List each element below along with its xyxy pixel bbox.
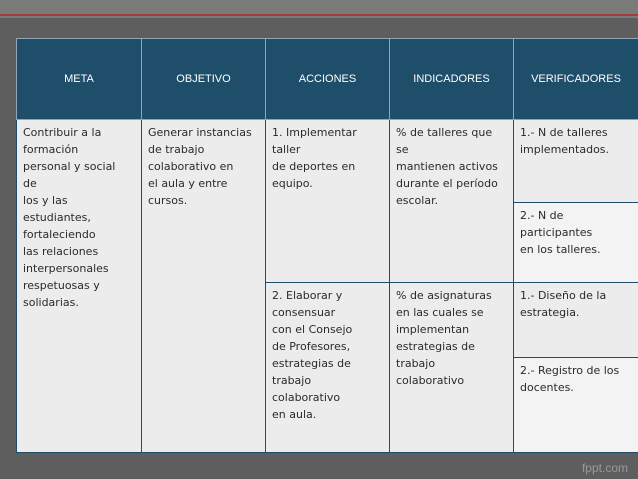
top-decoration-band <box>0 0 638 18</box>
header-indicadores: INDICADORES <box>390 39 514 120</box>
header-acciones: ACCIONES <box>266 39 390 120</box>
planning-table <box>16 38 638 453</box>
cell-indicador-2: % de asignaturas en las cuales se implementan estrategias de trabajo colaborativo <box>390 283 514 453</box>
header-meta: META <box>17 39 142 120</box>
cell-verificador-4: 2.- Registro de los docentes. <box>514 358 638 453</box>
cell-accion-2: 2. Elaborar y consensuar con el Consejo de Profesores, estrategias de trabajo colaborativo en aula. <box>266 283 390 453</box>
cell-accion-1: 1. Implementar taller de deportes en equipo. <box>266 120 390 283</box>
header-row <box>17 39 638 120</box>
planning-table-container <box>16 38 638 451</box>
cell-verificador-3: 1.- Diseño de la estrategia. <box>514 283 638 358</box>
header-verificadores: VERIFICADORES <box>514 39 638 120</box>
top-accent-stripe <box>0 14 638 16</box>
cell-objetivo: Generar instancias de trabajo colaborativo en el aula y entre cursos. <box>142 120 266 453</box>
cell-verificador-1: 1.- N de talleres implementados. <box>514 120 638 203</box>
cell-meta: Contribuir a la formación personal y social de los y las estudiantes, fortaleciendo las relaciones interpersonales respetuosas y solidarias. <box>17 120 142 453</box>
header-objetivo: OBJETIVO <box>142 39 266 120</box>
watermark: fppt.com <box>581 461 628 475</box>
table-row <box>17 120 638 203</box>
cell-indicador-1: % de talleres que se mantienen activos durante el período escolar. <box>390 120 514 283</box>
cell-verificador-2: 2.- N de participantes en los talleres. <box>514 203 638 283</box>
